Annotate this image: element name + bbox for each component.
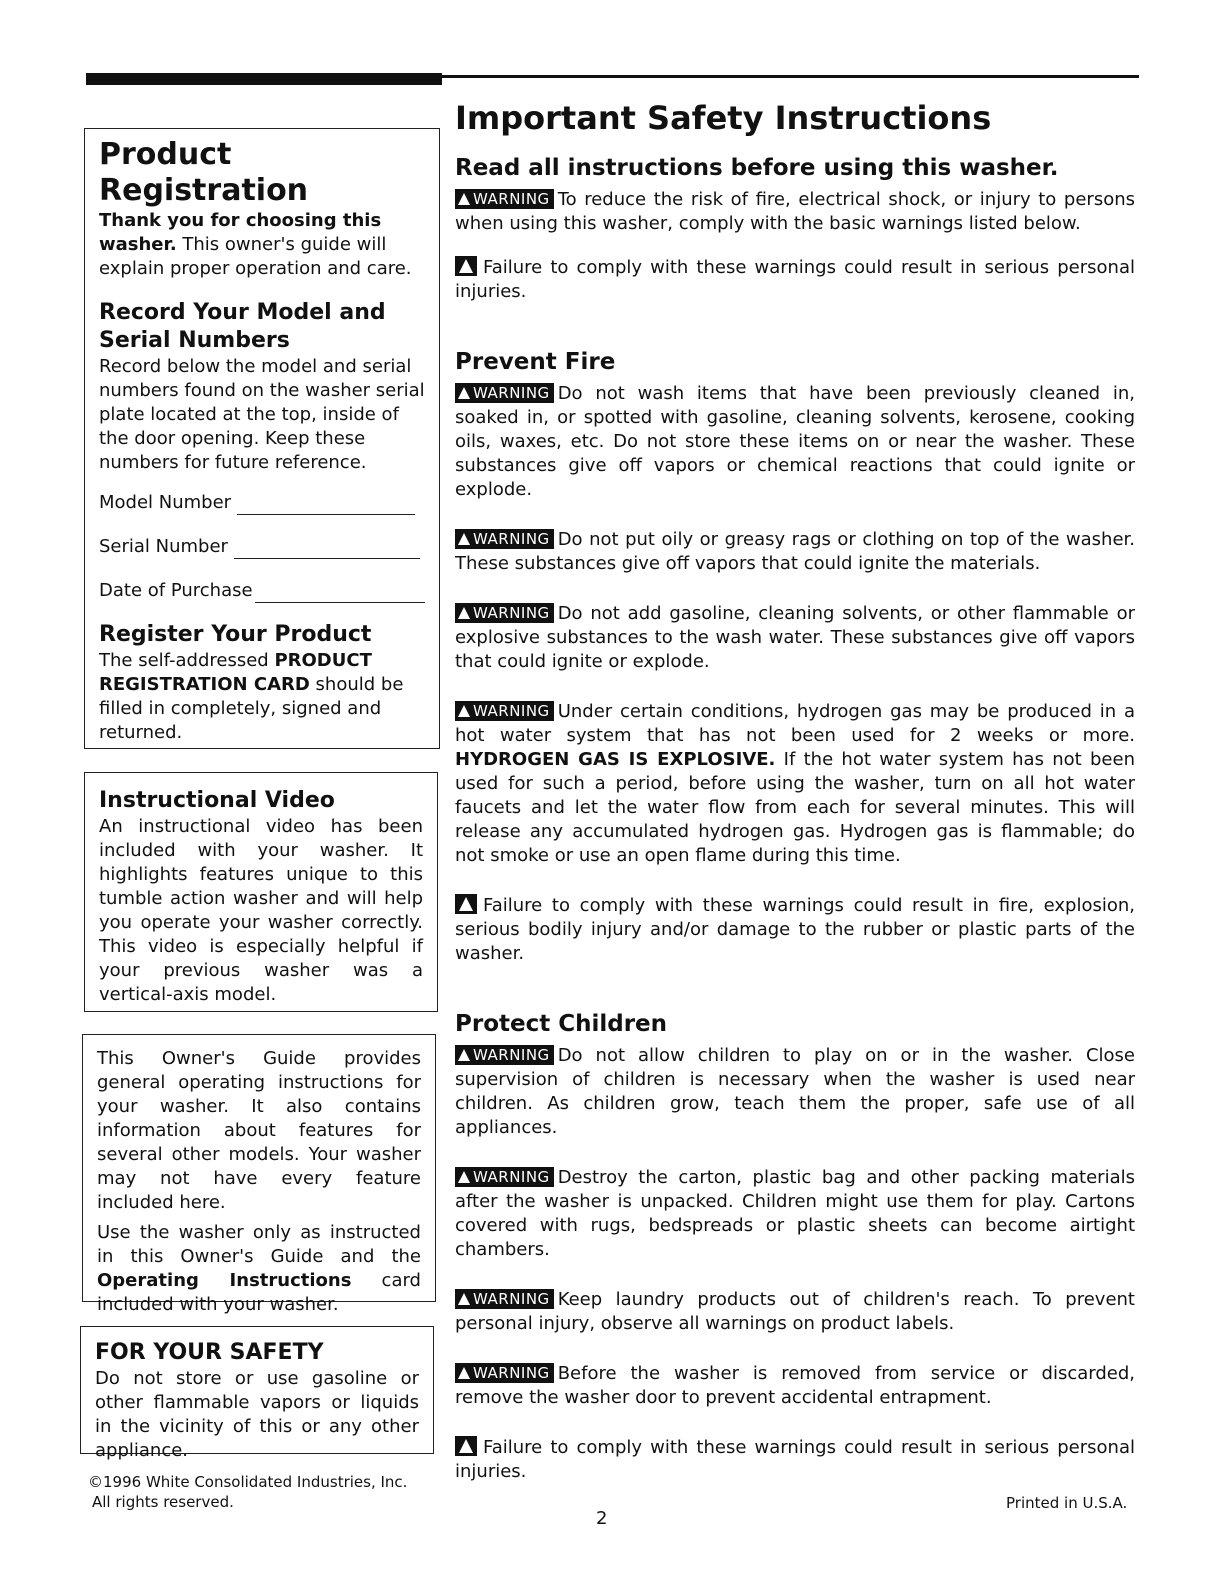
fire-warning-1 [455,382,1135,502]
fire-warning-1-text: Do not wash items that have been previously cleaned in, soaked in, or spotted with gasoline, cleaning solvents, kerosene, cooking oils, waxes, etc. Do not store these items on or near the washer. These substances give off vapors or chemical reactions that could ignite or explode. [455,383,1135,500]
warning-label: WARNING [473,604,550,622]
registration-title: Product Registration [99,137,309,208]
fire-warning-2 [455,528,1135,576]
guide-para2-pre: Use the washer only as instructed in this Owner's Guide and the [97,1222,421,1267]
warning-label: WARNING [473,1046,550,1064]
warning-label: WARNING [473,190,550,208]
register-pre: The self-addressed [99,650,275,671]
intro-caution [455,256,1135,304]
fire-warning-4-post: If the hot water system has not been used for such a period, before using the washer, turn on all hot water faucets and let the water flow from each for several minutes. This will release any accumulated hydrogen gas. Hydrogen gas is flammable; do not smoke or use an open flame during this time. [455,749,1135,866]
warning-triangle-icon [458,1367,470,1379]
fire-warning-3-text: Do not add gasoline, cleaning solvents, or other flammable or explosive substances to the wash water. These substances give off vapors that could ignite or explode. [455,603,1135,672]
serial-number-line[interactable] [234,540,420,559]
register-text [99,649,425,745]
record-heading: Record Your Model and Serial Numbers [99,300,386,353]
child-caution [455,1436,1135,1484]
warning-triangle-icon [458,607,470,619]
warning-triangle-icon [458,193,470,205]
intro-caution-text: Failure to comply with these warnings could result in serious personal injuries. [455,257,1135,302]
safety-text: Do not store or use gasoline or other flammable vapors or liquids in the vicinity of this or any other appliance. [95,1368,419,1461]
warning-badge [455,701,554,721]
safety-instructions-column [455,98,1135,1484]
page-number: 2 [596,1508,608,1529]
guide-paragraph-2 [97,1221,421,1317]
warning-triangle-icon [458,387,470,399]
caution-triangle-icon [455,256,477,276]
registration-thanks: Thank you for choosing this washer. [99,210,382,255]
owners-guide-box [82,1034,436,1315]
caution-triangle-icon [455,894,477,914]
child-caution-text: Failure to comply with these warnings could result in serious personal injuries. [455,1437,1135,1482]
product-registration-box [84,128,440,749]
child-warning-3-text: Keep laundry products out of children's reach. To prevent personal injury, observe all warnings on product labels. [455,1289,1135,1334]
registration-intro [99,209,425,281]
serial-number-field[interactable] [99,535,425,559]
register-heading: Register Your Product [99,622,372,647]
model-number-field[interactable] [99,491,425,515]
fire-warning-4 [455,700,1135,868]
child-warning-1 [455,1044,1135,1140]
warning-badge [455,189,554,209]
model-number-line[interactable] [237,496,415,515]
warning-label: WARNING [473,1168,550,1186]
operating-instructions-ref: Operating Instructions [97,1270,352,1291]
protect-children-heading: Protect Children [455,1011,668,1037]
video-title: Instructional Video [99,788,335,813]
video-text: An instructional video has been included with your washer. It highlights features unique to this tumble action washer and will help you operate your washer correctly. This video is especially helpful if your previous washer was a vertical-axis model. [99,816,423,1005]
child-warning-4 [455,1362,1135,1410]
warning-label: WARNING [473,702,550,720]
for-your-safety-box [80,1326,434,1461]
prevent-fire-heading: Prevent Fire [455,349,616,375]
warning-triangle-icon [458,1171,470,1183]
record-text: Record below the model and serial numbers found on the washer serial plate located at the top, inside of the door opening. Keep these numbers for future reference. [99,356,425,473]
child-warning-3 [455,1288,1135,1336]
model-number-label: Model Number [99,492,232,513]
warning-badge [455,1363,554,1383]
warning-label: WARNING [473,384,550,402]
intro-warning [455,188,1135,236]
printed-in-usa: Printed in U.S.A. [1006,1494,1128,1512]
child-warning-1-text: Do not allow children to play on or in the washer. Close supervision of children is necessary when the washer is used near children. As children grow, teach them the proper, safe use of all appliances. [455,1045,1135,1138]
registration-thanks-rest: This owner's guide will explain proper operation and care. [99,234,412,279]
date-of-purchase-label: Date of Purchase [99,580,253,601]
warning-badge [455,1289,554,1309]
fire-caution [455,894,1135,966]
caution-triangle-icon [455,1436,477,1456]
warning-label: WARNING [473,1364,550,1382]
warning-badge [455,603,554,623]
date-of-purchase-field[interactable] [99,579,425,603]
guide-paragraph-1: This Owner's Guide provides general operating instructions for your washer. It also contains information about features for several other models. Your washer may not have every feature included here. [97,1048,421,1213]
fire-warning-2-text: Do not put oily or greasy rags or clothing on top of the washer. These substances give off vapors that could ignite the materials. [455,529,1135,574]
copyright-line-2: All rights reserved. [92,1493,234,1511]
serial-number-label: Serial Number [99,536,228,557]
copyright [88,1472,407,1512]
warning-badge [455,1045,554,1065]
copyright-line-1: ©1996 White Consolidated Industries, Inc. [88,1473,408,1491]
warning-triangle-icon [458,533,470,545]
guide-para2-post: card included with your washer. [97,1270,421,1315]
fire-warning-3 [455,602,1135,674]
date-of-purchase-line[interactable] [255,584,425,603]
hydrogen-gas-warning: HYDROGEN GAS IS EXPLOSIVE. [455,749,776,770]
child-warning-2 [455,1166,1135,1262]
safety-title: FOR YOUR SAFETY [95,1340,324,1365]
fire-caution-text: Failure to comply with these warnings could result in fire, explosion, serious bodily injury and/or damage to the rubber or plastic parts of the washer. [455,895,1135,964]
register-card-name: PRODUCT REGISTRATION CARD [99,650,372,695]
warning-triangle-icon [458,1293,470,1305]
warning-label: WARNING [473,530,550,548]
top-rule-thick [86,73,442,85]
top-rule-thin [442,75,1139,78]
warning-triangle-icon [458,1049,470,1061]
child-warning-2-text: Destroy the carton, plastic bag and other packing materials after the washer is unpacked. Children might use them for play. Cartons covered with rugs, bedspreads or plastic sheets can become airtight chambers. [455,1167,1135,1260]
warning-label: WARNING [473,1290,550,1308]
warning-triangle-icon [458,705,470,717]
instructional-video-box [84,772,438,1012]
page-title: Important Safety Instructions [455,99,992,137]
register-post: should be filled in completely, signed and returned. [99,674,404,743]
warning-badge [455,1167,554,1187]
child-warning-4-text: Before the washer is removed from service or discarded, remove the washer door to prevent accidental entrapment. [455,1363,1135,1408]
read-instructions-heading: Read all instructions before using this washer. [455,155,1059,181]
warning-badge [455,529,554,549]
warning-badge [455,383,554,403]
intro-warning-text: To reduce the risk of fire, electrical shock, or injury to persons when using this washer, comply with the basic warnings listed below. [455,189,1135,234]
fire-warning-4-pre: Under certain conditions, hydrogen gas may be produced in a hot water system that has not been used for 2 weeks or more. [455,701,1135,746]
